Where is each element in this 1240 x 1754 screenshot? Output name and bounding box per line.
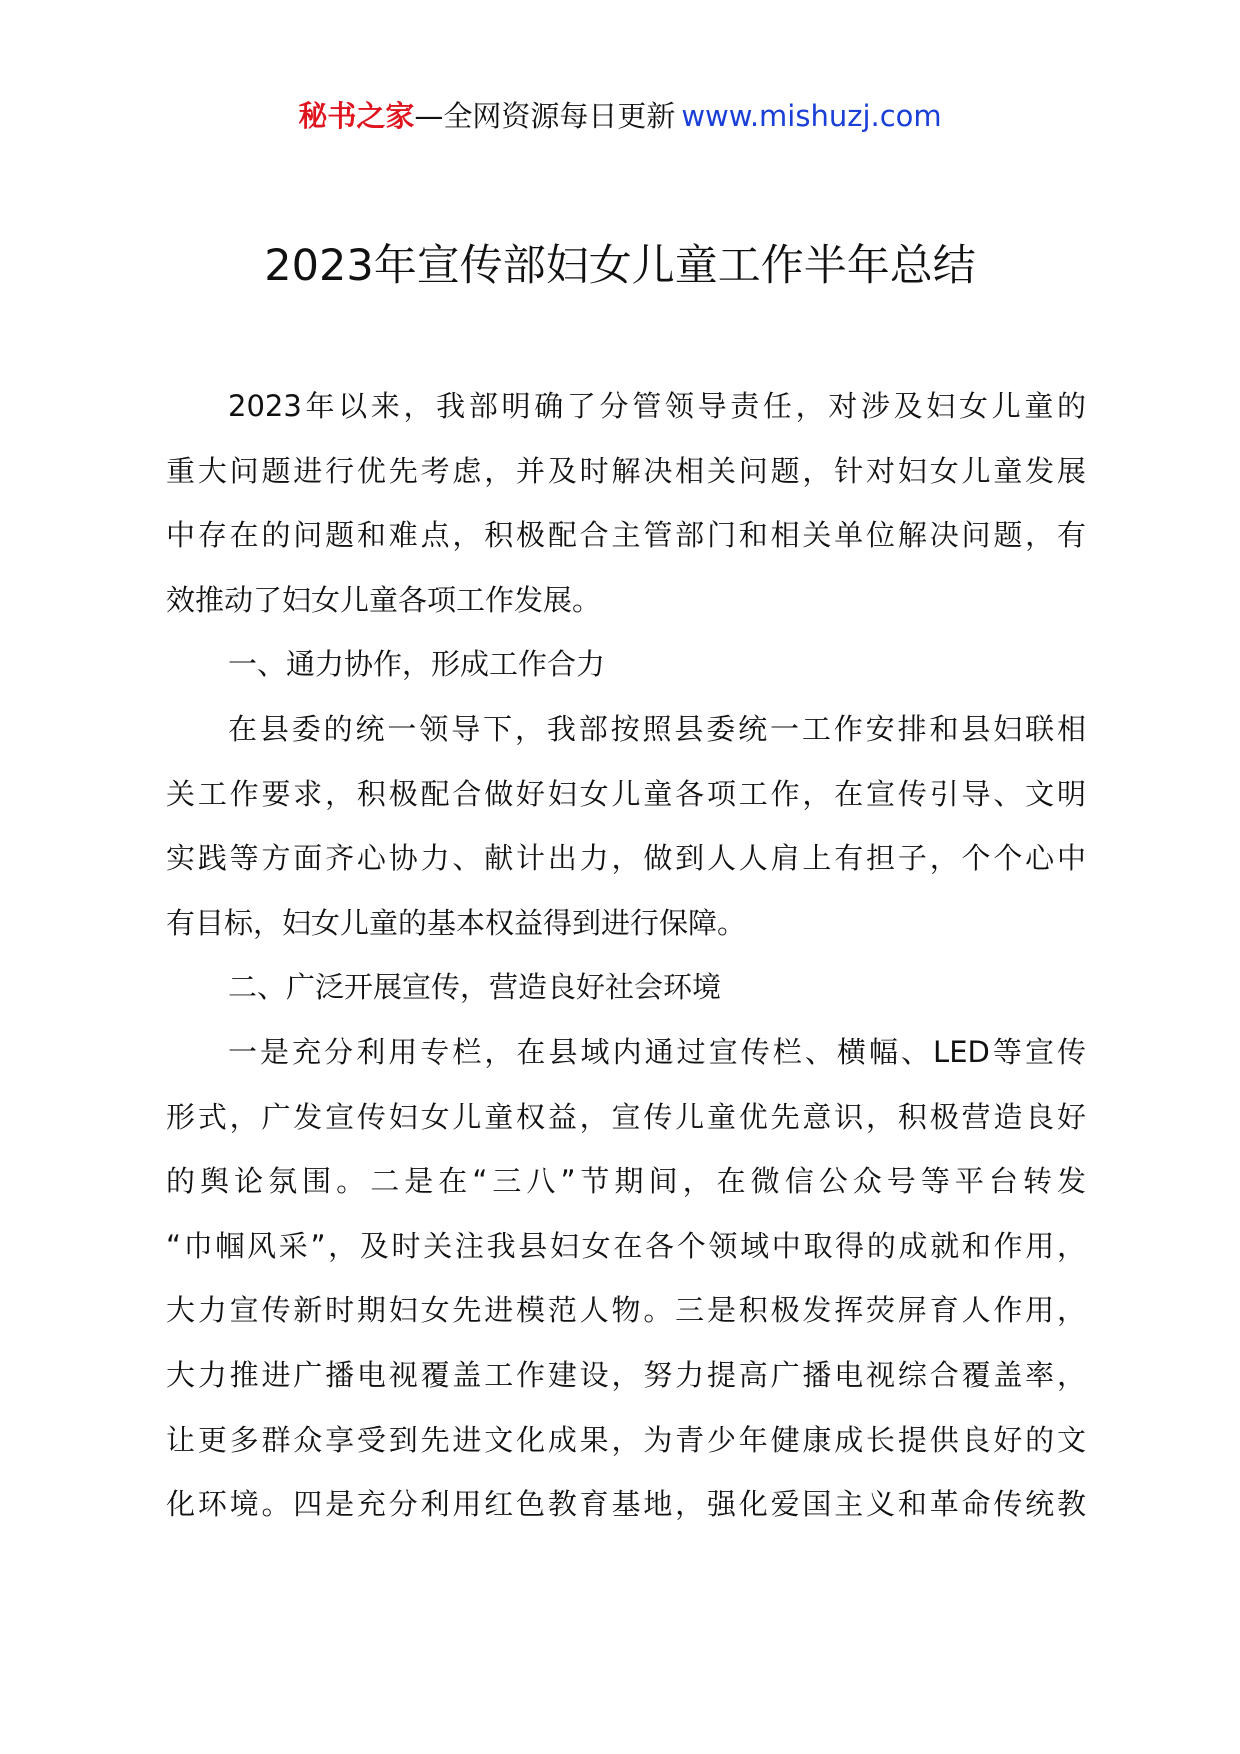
document-title: 2023年宣传部妇女儿童工作半年总结 bbox=[264, 241, 976, 291]
text-line: 大力推进广播电视覆盖工作建设，努力提高广播电视综合覆盖率， bbox=[166, 1357, 1086, 1392]
text-line: 的舆论氛围。二是在“三八”节期间，在微信公众号等平台转发 bbox=[166, 1164, 1086, 1199]
text-line: 一是充分利用专栏，在县域内通过宣传栏、横幅、LED等宣传 bbox=[228, 1034, 1086, 1069]
text-line: 让更多群众享受到先进文化成果，为青少年健康成长提供良好的文 bbox=[166, 1422, 1086, 1457]
text-line: 有目标，妇女儿童的基本权益得到进行保障。 bbox=[166, 905, 747, 940]
text-line: 效推动了妇女儿童各项工作发展。 bbox=[166, 582, 602, 617]
document-body bbox=[166, 374, 1086, 1537]
site-banner bbox=[0, 96, 1240, 136]
text-line: 形式，广发宣传妇女儿童权益，宣传儿童优先意识，积极营造良好 bbox=[166, 1099, 1086, 1134]
text-line: 在县委的统一领导下，我部按照县委统一工作安排和县妇联相 bbox=[228, 711, 1086, 746]
text-line: 2023年以来，我部明确了分管领导责任，对涉及妇女儿童的 bbox=[228, 389, 1086, 423]
text-line: 中存在的问题和难点，积极配合主管部门和相关单位解决问题，有 bbox=[166, 518, 1086, 553]
text-line: 重大问题进行优先考虑，并及时解决相关问题，针对妇女儿童发展 bbox=[166, 453, 1086, 488]
text-line: 化环境。四是充分利用红色教育基地，强化爱国主义和革命传统教 bbox=[166, 1487, 1086, 1522]
site-url-link[interactable]: www.mishuzj.com bbox=[681, 99, 942, 133]
brand-name: 秘书之家 bbox=[298, 99, 415, 133]
text-line: 关工作要求，积极配合做好妇女儿童各项工作，在宣传引导、文明 bbox=[166, 776, 1086, 811]
text-line: 实践等方面齐心协力、献计出力，做到人人肩上有担子，个个心中 bbox=[166, 841, 1086, 876]
section-heading: 二、广泛开展宣传，营造良好社会环境 bbox=[228, 970, 722, 1005]
text-line: 大力宣传新时期妇女先进模范人物。三是积极发挥荧屏育人作用， bbox=[166, 1293, 1086, 1328]
section-heading: 一、通力协作，形成工作合力 bbox=[228, 647, 606, 682]
banner-tagline: —全网资源每日更新 bbox=[414, 99, 676, 133]
text-line: “巾帼风采”，及时关注我县妇女在各个领域中取得的成就和作用， bbox=[166, 1228, 1086, 1263]
